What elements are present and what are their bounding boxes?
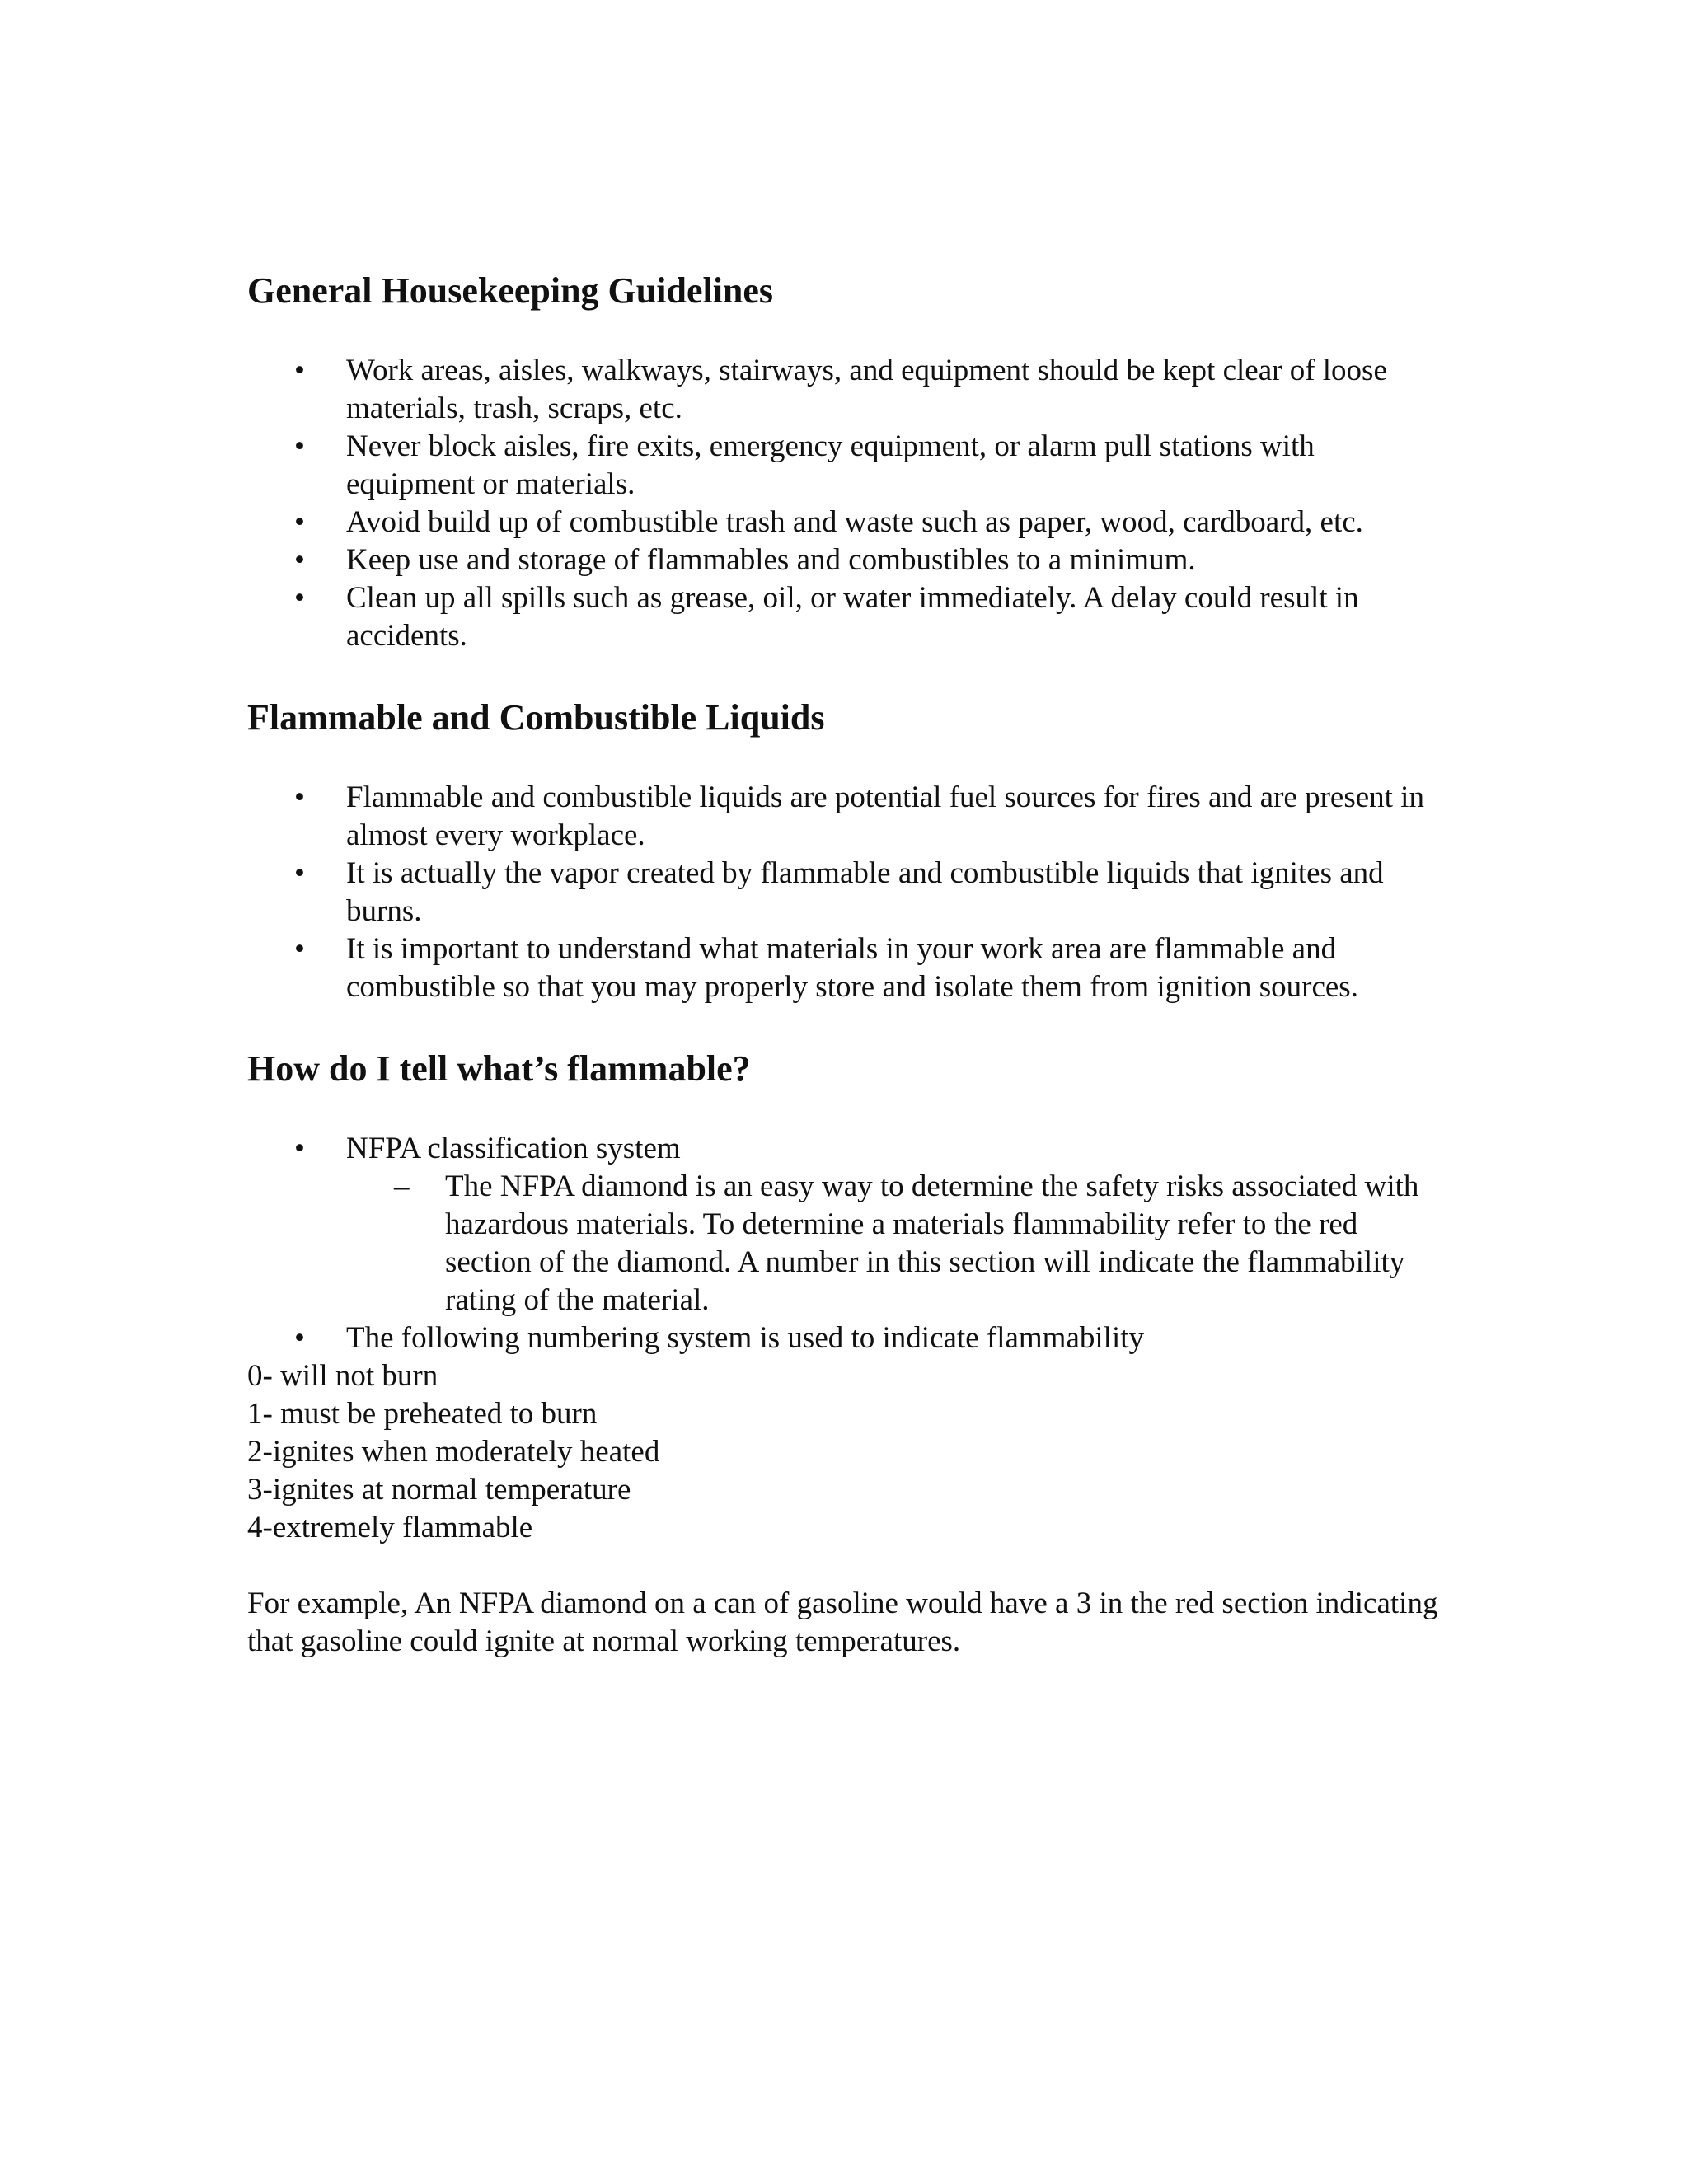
bullet-icon: • xyxy=(294,354,305,387)
list-item: • Flammable and combustible liquids are potential fuel sources for fires and are present in almost every workplace. xyxy=(294,780,1424,852)
rating-line: 1- must be preheated to burn xyxy=(247,1397,598,1431)
bullet-icon: • xyxy=(294,543,305,577)
bullet-icon: • xyxy=(294,856,305,890)
bullet-icon: • xyxy=(294,581,305,615)
rating-line: 2-ignites when moderately heated xyxy=(247,1435,660,1469)
document-page xyxy=(247,268,1442,1661)
heading-general-housekeeping: General Housekeeping Guidelines xyxy=(247,270,774,311)
rating-line: 3-ignites at normal temperature xyxy=(247,1473,631,1507)
flammability-ratings xyxy=(247,1357,1442,1547)
dash-icon: – xyxy=(394,1169,410,1203)
example-paragraph: For example, An NFPA diamond on a can of gasoline would have a 3 in the red section indicating that gasoline could ignite at normal working temperatures. xyxy=(247,1586,1438,1658)
bullet-icon: • xyxy=(294,429,305,463)
bullet-icon: • xyxy=(294,1321,305,1355)
flammable-liquids-list xyxy=(247,779,1442,1006)
bullet-icon: • xyxy=(294,1132,305,1165)
bullet-icon: • xyxy=(294,780,305,814)
list-item: • It is actually the vapor created by flammable and combustible liquids that ignites and burns. xyxy=(294,856,1384,928)
sub-list-item: – The NFPA diamond is an easy way to determine the safety risks associated with hazardous materials. To determine a materials flammability refer to the red section of the diamond. A number in this section will indicate the flammability rating of the material. xyxy=(394,1169,1419,1317)
numbering-list xyxy=(247,1319,1442,1357)
bullet-icon: • xyxy=(294,505,305,539)
rating-line: 0- will not burn xyxy=(247,1359,438,1393)
list-item: • Keep use and storage of flammables and combustibles to a minimum. xyxy=(247,541,1442,579)
heading-how-to-tell-flammable: How do I tell what’s flammable? xyxy=(247,1048,751,1089)
list-item: • NFPA classification system xyxy=(247,1130,1442,1168)
list-item: • Never block aisles, fire exits, emergency equipment, or alarm pull stations with equipment or materials. xyxy=(294,429,1315,501)
housekeeping-list xyxy=(247,352,1442,655)
heading-flammable-liquids: Flammable and Combustible Liquids xyxy=(247,697,825,738)
list-item: • Clean up all spills such as grease, oil, or water immediately. A delay could result in accidents. xyxy=(294,581,1359,653)
list-item: • The following numbering system is used to indicate flammability xyxy=(247,1319,1442,1357)
list-item: • Work areas, aisles, walkways, stairways, and equipment should be kept clear of loose materials, trash, scraps, etc. xyxy=(294,354,1387,425)
list-item: • It is important to understand what materials in your work area are flammable and combustible so that you may properly store and isolate them from ignition sources. xyxy=(294,932,1358,1004)
list-item: • Avoid build up of combustible trash and waste such as paper, wood, cardboard, etc. xyxy=(247,504,1442,541)
nfpa-list xyxy=(247,1130,1442,1168)
bullet-icon: • xyxy=(294,932,305,966)
rating-line: 4-extremely flammable xyxy=(247,1511,533,1544)
nfpa-sub-list xyxy=(247,1168,1442,1319)
